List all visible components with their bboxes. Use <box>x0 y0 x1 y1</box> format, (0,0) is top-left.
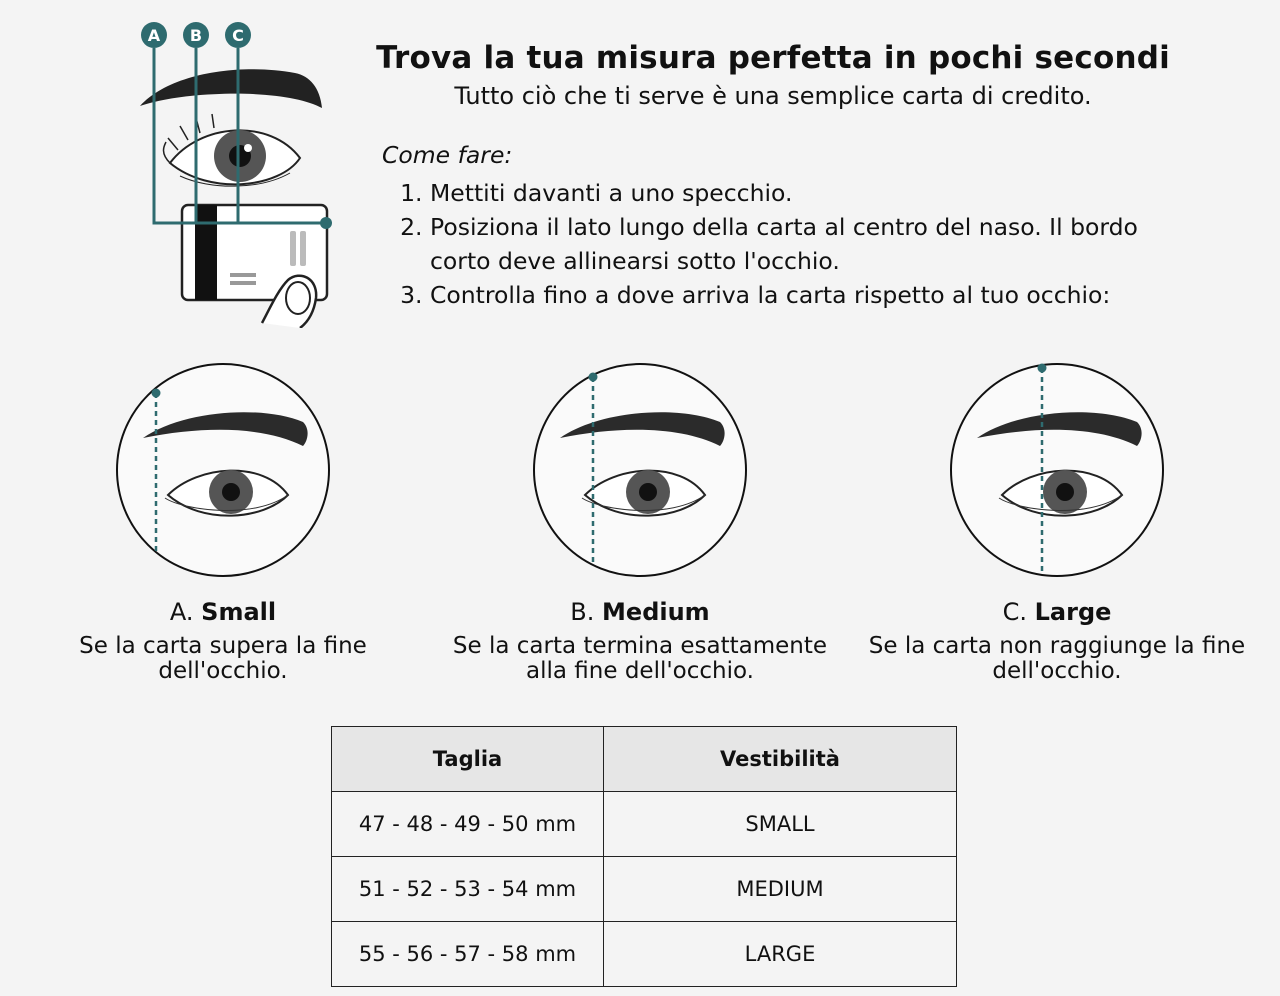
card-stripe <box>195 205 217 300</box>
instructions <box>382 138 1202 312</box>
page-subtitle: Tutto ciò che ti serve è una semplice carta di credito. <box>454 82 1092 110</box>
table-cell: MEDIUM <box>604 857 957 922</box>
table-cell: SMALL <box>604 792 957 857</box>
page-header <box>360 40 1186 110</box>
eye-circle-large <box>947 360 1167 580</box>
svg-text:B: B <box>189 26 203 45</box>
instructions-heading: Come fare: <box>382 141 513 169</box>
instructions-steps <box>382 176 1202 312</box>
eye-circle-medium <box>530 360 750 580</box>
card-measure-illustration <box>130 18 345 328</box>
size-label-medium: B. Medium <box>570 598 710 626</box>
svg-text:A: A <box>147 26 161 45</box>
svg-text:C: C <box>232 26 244 45</box>
table-cell: LARGE <box>604 922 957 987</box>
size-card-medium <box>430 360 850 684</box>
step-item: 3. Controlla fino a dove arriva la carta rispetto al tuo occhio: <box>430 278 1202 312</box>
size-options <box>0 360 1280 700</box>
page-title: Trova la tua misura perfetta in pochi secondi <box>376 40 1170 76</box>
eyebrow-shape <box>140 69 322 108</box>
size-desc-medium: Se la carta termina esattamente alla fine dell'occhio. <box>452 633 828 684</box>
column-header-fit: Vestibilità <box>604 727 957 792</box>
table-cell: 47 - 48 - 49 - 50 mm <box>332 792 604 857</box>
marker-a-badge <box>141 22 167 48</box>
step-item: 1. Mettiti davanti a uno specchio. <box>430 176 1202 210</box>
size-label-large: C. Large <box>1002 598 1112 626</box>
table-cell: 55 - 56 - 57 - 58 mm <box>332 922 604 987</box>
size-table <box>331 726 957 987</box>
step-item: 2. Posiziona il lato lungo della carta al centro del naso. Il bordo corto deve allinearsi sotto l'occhio. <box>430 210 1202 278</box>
size-desc-small: Se la carta supera la fine dell'occhio. <box>79 633 367 684</box>
size-desc-large: Se la carta non raggiunge la fine dell'occhio. <box>868 633 1246 684</box>
size-card-large <box>847 360 1267 684</box>
marker-b-badge <box>183 22 209 48</box>
table-header-row <box>332 727 957 792</box>
size-card-small <box>13 360 433 684</box>
table-row <box>332 792 957 857</box>
table-row <box>332 922 957 987</box>
eye-circle-small <box>113 360 333 580</box>
table-cell: 51 - 52 - 53 - 54 mm <box>332 857 604 922</box>
marker-c-badge <box>225 22 251 48</box>
column-header-size: Taglia <box>332 727 604 792</box>
table-row <box>332 857 957 922</box>
size-label-small: A. Small <box>169 598 277 626</box>
